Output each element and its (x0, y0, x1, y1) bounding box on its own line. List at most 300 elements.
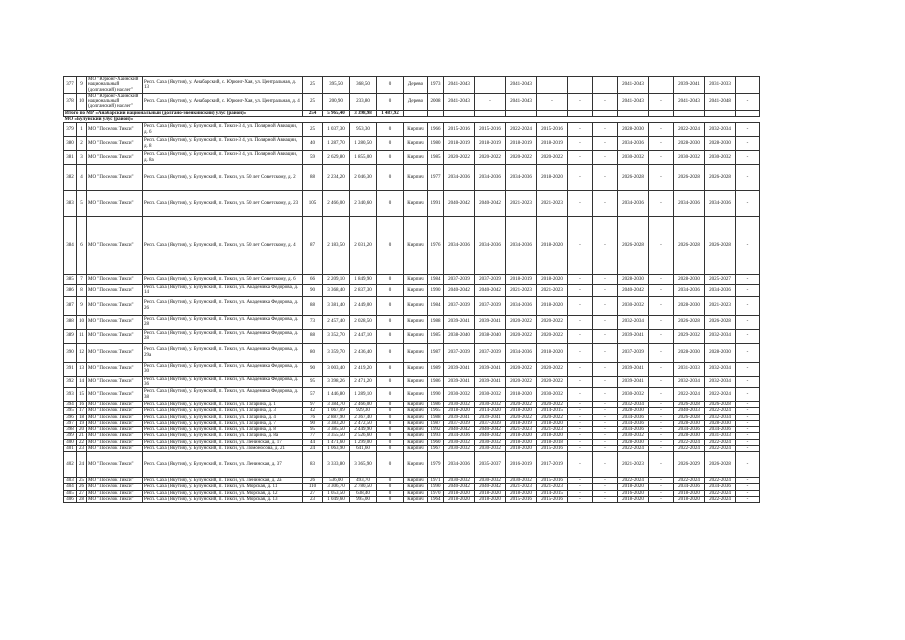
cell: 400 (64, 439, 77, 445)
cell: - (736, 217, 760, 275)
cell: 2039-2041 (444, 362, 475, 376)
cell: 0 (377, 408, 404, 414)
cell: 90 (303, 285, 323, 297)
cell: 2039-2041 (475, 315, 506, 329)
cell: - (736, 376, 760, 388)
table-row (64, 123, 760, 137)
cell: 995,00 (350, 496, 377, 502)
cell: 2022-2024 (618, 478, 649, 484)
cell: 2039-2041 (444, 414, 475, 420)
cell: 2034-2036 (618, 420, 649, 426)
cell: 2030-2032 (444, 388, 475, 402)
cell: 391 (64, 362, 77, 376)
cell: 2018-2020 (475, 496, 506, 502)
cell: 2030-2032 (618, 388, 649, 402)
cell: Респ. Саха (Якутия), у. Булунский, п. Тикси, ул. 50 лет Советскому, д. 4 (143, 217, 303, 275)
cell: 2028-2030 (705, 343, 736, 362)
cell: 2030-2032 (475, 402, 506, 408)
cell: 1964 (428, 496, 444, 502)
cell: - (593, 191, 618, 217)
cell: 2014-2015 (537, 408, 568, 414)
cell: 2 466,00 (350, 402, 377, 408)
cell: 2 209,10 (323, 275, 350, 285)
cell: 2018-2020 (444, 496, 475, 502)
cell: 2022-2024 (674, 388, 705, 402)
cell: 25 (303, 123, 323, 137)
cell: - (649, 388, 674, 402)
cell: - (736, 433, 760, 439)
cell: МО "Поселок Тикси" (87, 315, 143, 329)
cell: 2021-2023 (705, 296, 736, 315)
cell: 2034-2036 (444, 433, 475, 439)
cell: Кирпич (404, 343, 428, 362)
cell: 2034-2036 (506, 217, 537, 275)
cell: 2022-2024 (705, 478, 736, 484)
cell: 2031-2033 (674, 362, 705, 376)
cell: - (593, 93, 618, 110)
cell (475, 77, 506, 94)
cell: 2026-2028 (705, 315, 736, 329)
cell: - (568, 151, 593, 165)
cell: 2018-2020 (537, 343, 568, 362)
cell: - (568, 217, 593, 275)
cell: - (593, 478, 618, 484)
cell: 66 (303, 275, 323, 285)
table-row (64, 315, 760, 329)
cell: 2018-2020 (537, 165, 568, 191)
cell: 641,60 (350, 445, 377, 451)
cell: МО "Поселок Тикси" (87, 217, 143, 275)
cell: 42 (303, 408, 323, 414)
cell: - (568, 452, 593, 478)
cell: 2032-2034 (618, 402, 649, 408)
cell: 2 031,20 (350, 217, 377, 275)
cell: 2018-2020 (537, 275, 568, 285)
cell (593, 77, 618, 94)
cell: 0 (377, 315, 404, 329)
cell: 1 037,30 (323, 123, 350, 137)
cell: Дерево (404, 77, 428, 94)
cell: 384 (64, 217, 77, 275)
cell: 25 (303, 93, 323, 110)
cell: Кирпич (404, 362, 428, 376)
cell: 1 287,70 (323, 137, 350, 151)
cell: 87 (303, 217, 323, 275)
cell: - (736, 427, 760, 433)
cell: 0 (377, 77, 404, 94)
cell: 2030-2032 (618, 433, 649, 439)
cell: - (649, 402, 674, 408)
cell: - (593, 452, 618, 478)
cell: 2039-2041 (618, 376, 649, 388)
cell: МО "Поселок Тикси" (87, 478, 143, 484)
cell: 23 (77, 445, 87, 451)
table-row (64, 217, 760, 275)
cell: 2018-2020 (618, 496, 649, 502)
cell: 2028-2030 (674, 420, 705, 426)
cell: 2040-2042 (444, 484, 475, 490)
cell: Кирпич (404, 275, 428, 285)
cell: 2016-2019 (506, 452, 537, 478)
cell: 0 (377, 420, 404, 426)
cell: - (736, 137, 760, 151)
cell: 377 (64, 77, 77, 94)
cell: 2014-2020 (475, 408, 506, 414)
cell: 0 (377, 285, 404, 297)
cell: 1 067,09 (323, 408, 350, 414)
cell: 2018-2020 (674, 490, 705, 496)
cell: 1984 (428, 275, 444, 285)
cell: 88 (303, 296, 323, 315)
cell: 2039-2041 (475, 362, 506, 376)
cell: - (568, 439, 593, 445)
cell: Респ. Саха (Якутия), у. Булунский, п. Тикси, ул. Академика Федорова, д. 36 (143, 376, 303, 388)
cell: 1 446,80 (323, 388, 350, 402)
cell: - (649, 496, 674, 502)
cell: 2 367,40 (350, 414, 377, 420)
cell: - (568, 362, 593, 376)
cell: - (649, 191, 674, 217)
cell: 2 340,60 (350, 191, 377, 217)
cell: 5 (77, 191, 87, 217)
cell: 2034-2036 (705, 191, 736, 217)
cell: - (649, 452, 674, 478)
cell: 2030-2032 (674, 151, 705, 165)
cell: 2018-2020 (506, 439, 537, 445)
cell: Респ. Саха (Якутия), у. Булунский, п. Тикси, ул. Академика Федорова, д. 38 (143, 388, 303, 402)
cell: 2018-2020 (618, 484, 649, 490)
cell: 2034-2036 (506, 343, 537, 362)
cell: 1979 (428, 452, 444, 478)
cell: 1 049,60 (323, 496, 350, 502)
cell: 2026-2028 (705, 217, 736, 275)
cell: 2034-2036 (705, 427, 736, 433)
cell: 2028-2030 (674, 137, 705, 151)
cell: Респ. Саха (Якутия), у. Булунский, п. Тикси, ул. Гагарина, д. 4 (143, 414, 303, 420)
table-row (64, 376, 760, 388)
cell: 2020-2022 (537, 315, 568, 329)
cell: 2028-2030 (618, 408, 649, 414)
cell: МО "Поселок Тикси" (87, 420, 143, 426)
cell: 2 457,40 (323, 315, 350, 329)
cell: Кирпич (404, 296, 428, 315)
cell: - (568, 420, 593, 426)
cell: - (649, 137, 674, 151)
cell: 368,50 (350, 77, 377, 94)
cell: - (649, 315, 674, 329)
cell: 26 (303, 478, 323, 484)
cell: 2030-2032 (537, 388, 568, 402)
cell: 1 299,00 (350, 439, 377, 445)
cell: 1973 (428, 77, 444, 94)
cell: 2034-2036 (705, 484, 736, 490)
cell: 397 (64, 420, 77, 426)
cell: - (568, 343, 593, 362)
cell: 88 (303, 329, 323, 343)
cell: 0 (377, 93, 404, 110)
cell: 2034-2036 (705, 285, 736, 297)
cell: 2018-2020 (506, 445, 537, 451)
cell: - (593, 329, 618, 343)
cell: - (649, 362, 674, 376)
cell: - (568, 329, 593, 343)
cell: 2034-2036 (444, 217, 475, 275)
cell: 2034-2036 (475, 165, 506, 191)
cell: 405 (64, 490, 77, 496)
cell: - (649, 490, 674, 496)
cell: 2 472,50 (350, 420, 377, 426)
cell: 2018-2019 (475, 137, 506, 151)
cell: 5 965,40 (323, 110, 350, 116)
cell: 2021-2023 (537, 427, 568, 433)
table-row (64, 151, 760, 165)
cell: 0 (377, 490, 404, 496)
table-row (64, 77, 760, 94)
cell: 3 (77, 151, 87, 165)
table-row (64, 452, 760, 478)
cell: Кирпич (404, 388, 428, 402)
cell: 2034-2036 (618, 414, 649, 420)
cell: - (568, 93, 593, 110)
cell: 2026-2028 (618, 165, 649, 191)
cell: 2020-2022 (444, 151, 475, 165)
cell: 1991 (428, 191, 444, 217)
cell: 2018-2019 (444, 137, 475, 151)
cell: Кирпич (404, 433, 428, 439)
cell: 14 (77, 376, 87, 388)
cell: 0 (377, 414, 404, 420)
cell: 2015-2016 (537, 496, 568, 502)
cell: 2041-2043 (618, 77, 649, 94)
cell: - (649, 420, 674, 426)
cell: МО "Поселок Тикси" (87, 362, 143, 376)
cell: 1 063,90 (323, 445, 350, 451)
cell: 3 368,40 (323, 285, 350, 297)
cell: Кирпич (404, 439, 428, 445)
cell: 2028-2030 (618, 275, 649, 285)
cell: 2041-2043 (506, 93, 537, 110)
cell: 2038-2040 (444, 329, 475, 343)
cell: 1988 (428, 414, 444, 420)
cell: 233,80 (350, 93, 377, 110)
cell: 8 (77, 285, 87, 297)
cell: 953,30 (350, 123, 377, 137)
cell: 2018-2020 (537, 296, 568, 315)
cell: - (649, 296, 674, 315)
cell: Респ. Саха (Якутия), у. Булунский, п. Тикси, ул. Морская, д. 13 (143, 496, 303, 502)
cell: Респ. Саха (Якутия), у. Булунский, п. Тикси, ул. Морская, д. 12 (143, 490, 303, 496)
cell: 2014-2015 (537, 490, 568, 496)
cell: 2032-2034 (705, 376, 736, 388)
cell: 1986 (428, 376, 444, 388)
cell: 88 (303, 165, 323, 191)
cell: 1 855,00 (350, 151, 377, 165)
cell: 2041-2043 (618, 93, 649, 110)
cell (537, 77, 568, 94)
cell: 1987 (428, 420, 444, 426)
cell: 382 (64, 165, 77, 191)
cell: 2020-2022 (537, 151, 568, 165)
cell: Кирпич (404, 402, 428, 408)
cell: 2034-2036 (444, 165, 475, 191)
cell: 2039-2041 (475, 414, 506, 420)
cell: - (568, 123, 593, 137)
cell: Респ. Саха (Якутия), у. Булунский, п. Тикси, ул. Академика Федорова, д. 30 (143, 362, 303, 376)
cell: Респ. Саха (Якутия), у. Булунский, п. Тикси, ул. Академика Федорова, д. 28 (143, 329, 303, 343)
cell: 2022-2024 (674, 439, 705, 445)
cell (649, 77, 674, 94)
cell: 2 449,90 (350, 427, 377, 433)
cell: 2026-2029 (674, 452, 705, 478)
cell: 2030-2032 (618, 296, 649, 315)
cell: 2021-2023 (537, 285, 568, 297)
cell: Респ. Саха (Якутия), у. Булунский, п. Тикси, ул. 50 лет Советскому, д. 6 (143, 275, 303, 285)
cell: - (568, 137, 593, 151)
cell: 1986 (428, 402, 444, 408)
cell: 21 (77, 433, 87, 439)
cell: МО "Поселок Тикси" (87, 490, 143, 496)
cell: 2041-2048 (705, 93, 736, 110)
cell: 2026-2028 (705, 165, 736, 191)
cell: 1992 (428, 427, 444, 433)
cell: 2028-2030 (618, 123, 649, 137)
cell: Кирпич (404, 427, 428, 433)
cell: 2034-2036 (618, 137, 649, 151)
cell: МО «Булунский улус (район)» (64, 116, 134, 122)
cell: 25 (303, 77, 323, 94)
cell: 1977 (428, 165, 444, 191)
cell: - (593, 445, 618, 451)
cell: 2030-2032 (618, 151, 649, 165)
cell: Респ. Саха (Якутия), у. Булунский, п. Тикси, ул. Академика Федорова, д. 26 (143, 296, 303, 315)
cell: 2037-2039 (475, 343, 506, 362)
cell: - (593, 490, 618, 496)
cell: - (593, 315, 618, 329)
cell: 2022-2024 (705, 445, 736, 451)
cell: 392 (64, 376, 77, 388)
cell: 23 (303, 496, 323, 502)
cell: 2 447,10 (350, 329, 377, 343)
cell: 3 003,40 (323, 362, 350, 376)
cell: Респ. Саха (Якутия), у. Булунский, п. Тикси-3 4, ул. Полярной Авиации, д. 8 (143, 137, 303, 151)
cell: 2030-2032 (475, 478, 506, 484)
cell: 2032-2034 (705, 362, 736, 376)
cell: Респ. Саха (Якутия), у. Булунский, п. Тикси, ул. Гагарина, д. 1 (143, 402, 303, 408)
cell: - (649, 445, 674, 451)
cell: 401 (64, 445, 77, 451)
cell: 2034-2036 (674, 484, 705, 490)
cell: - (593, 123, 618, 137)
cell: 2034-2036 (674, 191, 705, 217)
cell: - (475, 93, 506, 110)
cell: Кирпич (404, 414, 428, 420)
cell: 97 (303, 402, 323, 408)
cell: 2039-2041 (475, 376, 506, 388)
cell: Дерево (404, 93, 428, 110)
cell: 2030-2032 (444, 402, 475, 408)
cell: МО "Поселок Тикси" (87, 165, 143, 191)
housing-register-table (63, 76, 760, 503)
cell: МО "Поселок Тикси" (87, 427, 143, 433)
cell: МО "Поселок Тикси" (87, 388, 143, 402)
cell: 2030-2032 (444, 445, 475, 451)
cell: МО "Поселок Тикси" (87, 433, 143, 439)
cell: - (649, 408, 674, 414)
cell: 2034-2036 (618, 191, 649, 217)
cell: 389 (64, 329, 77, 343)
cell: 15 (77, 388, 87, 402)
cell: 25 (77, 478, 87, 484)
cell: 2028-2030 (674, 275, 705, 285)
cell: 1970 (428, 490, 444, 496)
cell: 40 (303, 137, 323, 151)
cell: 396 (64, 414, 77, 420)
cell: 2021-2023 (506, 191, 537, 217)
table-row (64, 285, 760, 297)
cell: Кирпич (404, 123, 428, 137)
cell: 2020-2022 (506, 151, 537, 165)
cell: 2020-2022 (506, 329, 537, 343)
cell: Респ. Саха (Якутия), у. Булунский, п. Тикси, ул. Академика Федорова, д. 28 (143, 315, 303, 329)
cell: - (736, 151, 760, 165)
cell: - (593, 296, 618, 315)
cell: 2041-2043 (444, 77, 475, 94)
cell: 2015-2016 (475, 123, 506, 137)
cell: 2018-2020 (475, 490, 506, 496)
cell: 59 (303, 151, 323, 165)
cell: Кирпич (404, 151, 428, 165)
cell: 3 355,50 (323, 433, 350, 439)
cell: 2018-2020 (537, 420, 568, 426)
cell: 2 046,30 (350, 165, 377, 191)
cell: 2020-2022 (506, 315, 537, 329)
cell: 2039-2041 (618, 329, 649, 343)
cell: 2021-2023 (506, 285, 537, 297)
cell: МО "Поселок Тикси" (87, 123, 143, 137)
cell: - (649, 427, 674, 433)
cell: 2018-2020 (506, 490, 537, 496)
table-row (64, 165, 760, 191)
cell: Кирпич (404, 376, 428, 388)
cell: 2041-2043 (674, 93, 705, 110)
cell: 0 (377, 217, 404, 275)
cell: - (736, 123, 760, 137)
cell: 2018-2019 (537, 137, 568, 151)
cell: 27 (303, 490, 323, 496)
cell: 395 (64, 408, 77, 414)
cell: МО "Поселок Тикси" (87, 445, 143, 451)
cell: 24 (77, 452, 87, 478)
cell: - (736, 296, 760, 315)
cell: 2 436,40 (350, 343, 377, 362)
cell: МО "Поселок Тикси" (87, 137, 143, 151)
cell: 2 526,60 (350, 433, 377, 439)
cell: 2021-2023 (537, 484, 568, 490)
cell: Кирпич (404, 445, 428, 451)
cell: 2022-2024 (674, 445, 705, 451)
cell: 383 (64, 191, 77, 217)
cell: 0 (377, 433, 404, 439)
cell: - (593, 433, 618, 439)
table-row (64, 496, 760, 502)
table-row (64, 191, 760, 217)
cell: 1965 (428, 408, 444, 414)
cell: 2040-2033 (674, 408, 705, 414)
cell: 0 (377, 376, 404, 388)
cell: 12 (77, 343, 87, 362)
cell: 1985 (428, 151, 444, 165)
cell: - (593, 285, 618, 297)
